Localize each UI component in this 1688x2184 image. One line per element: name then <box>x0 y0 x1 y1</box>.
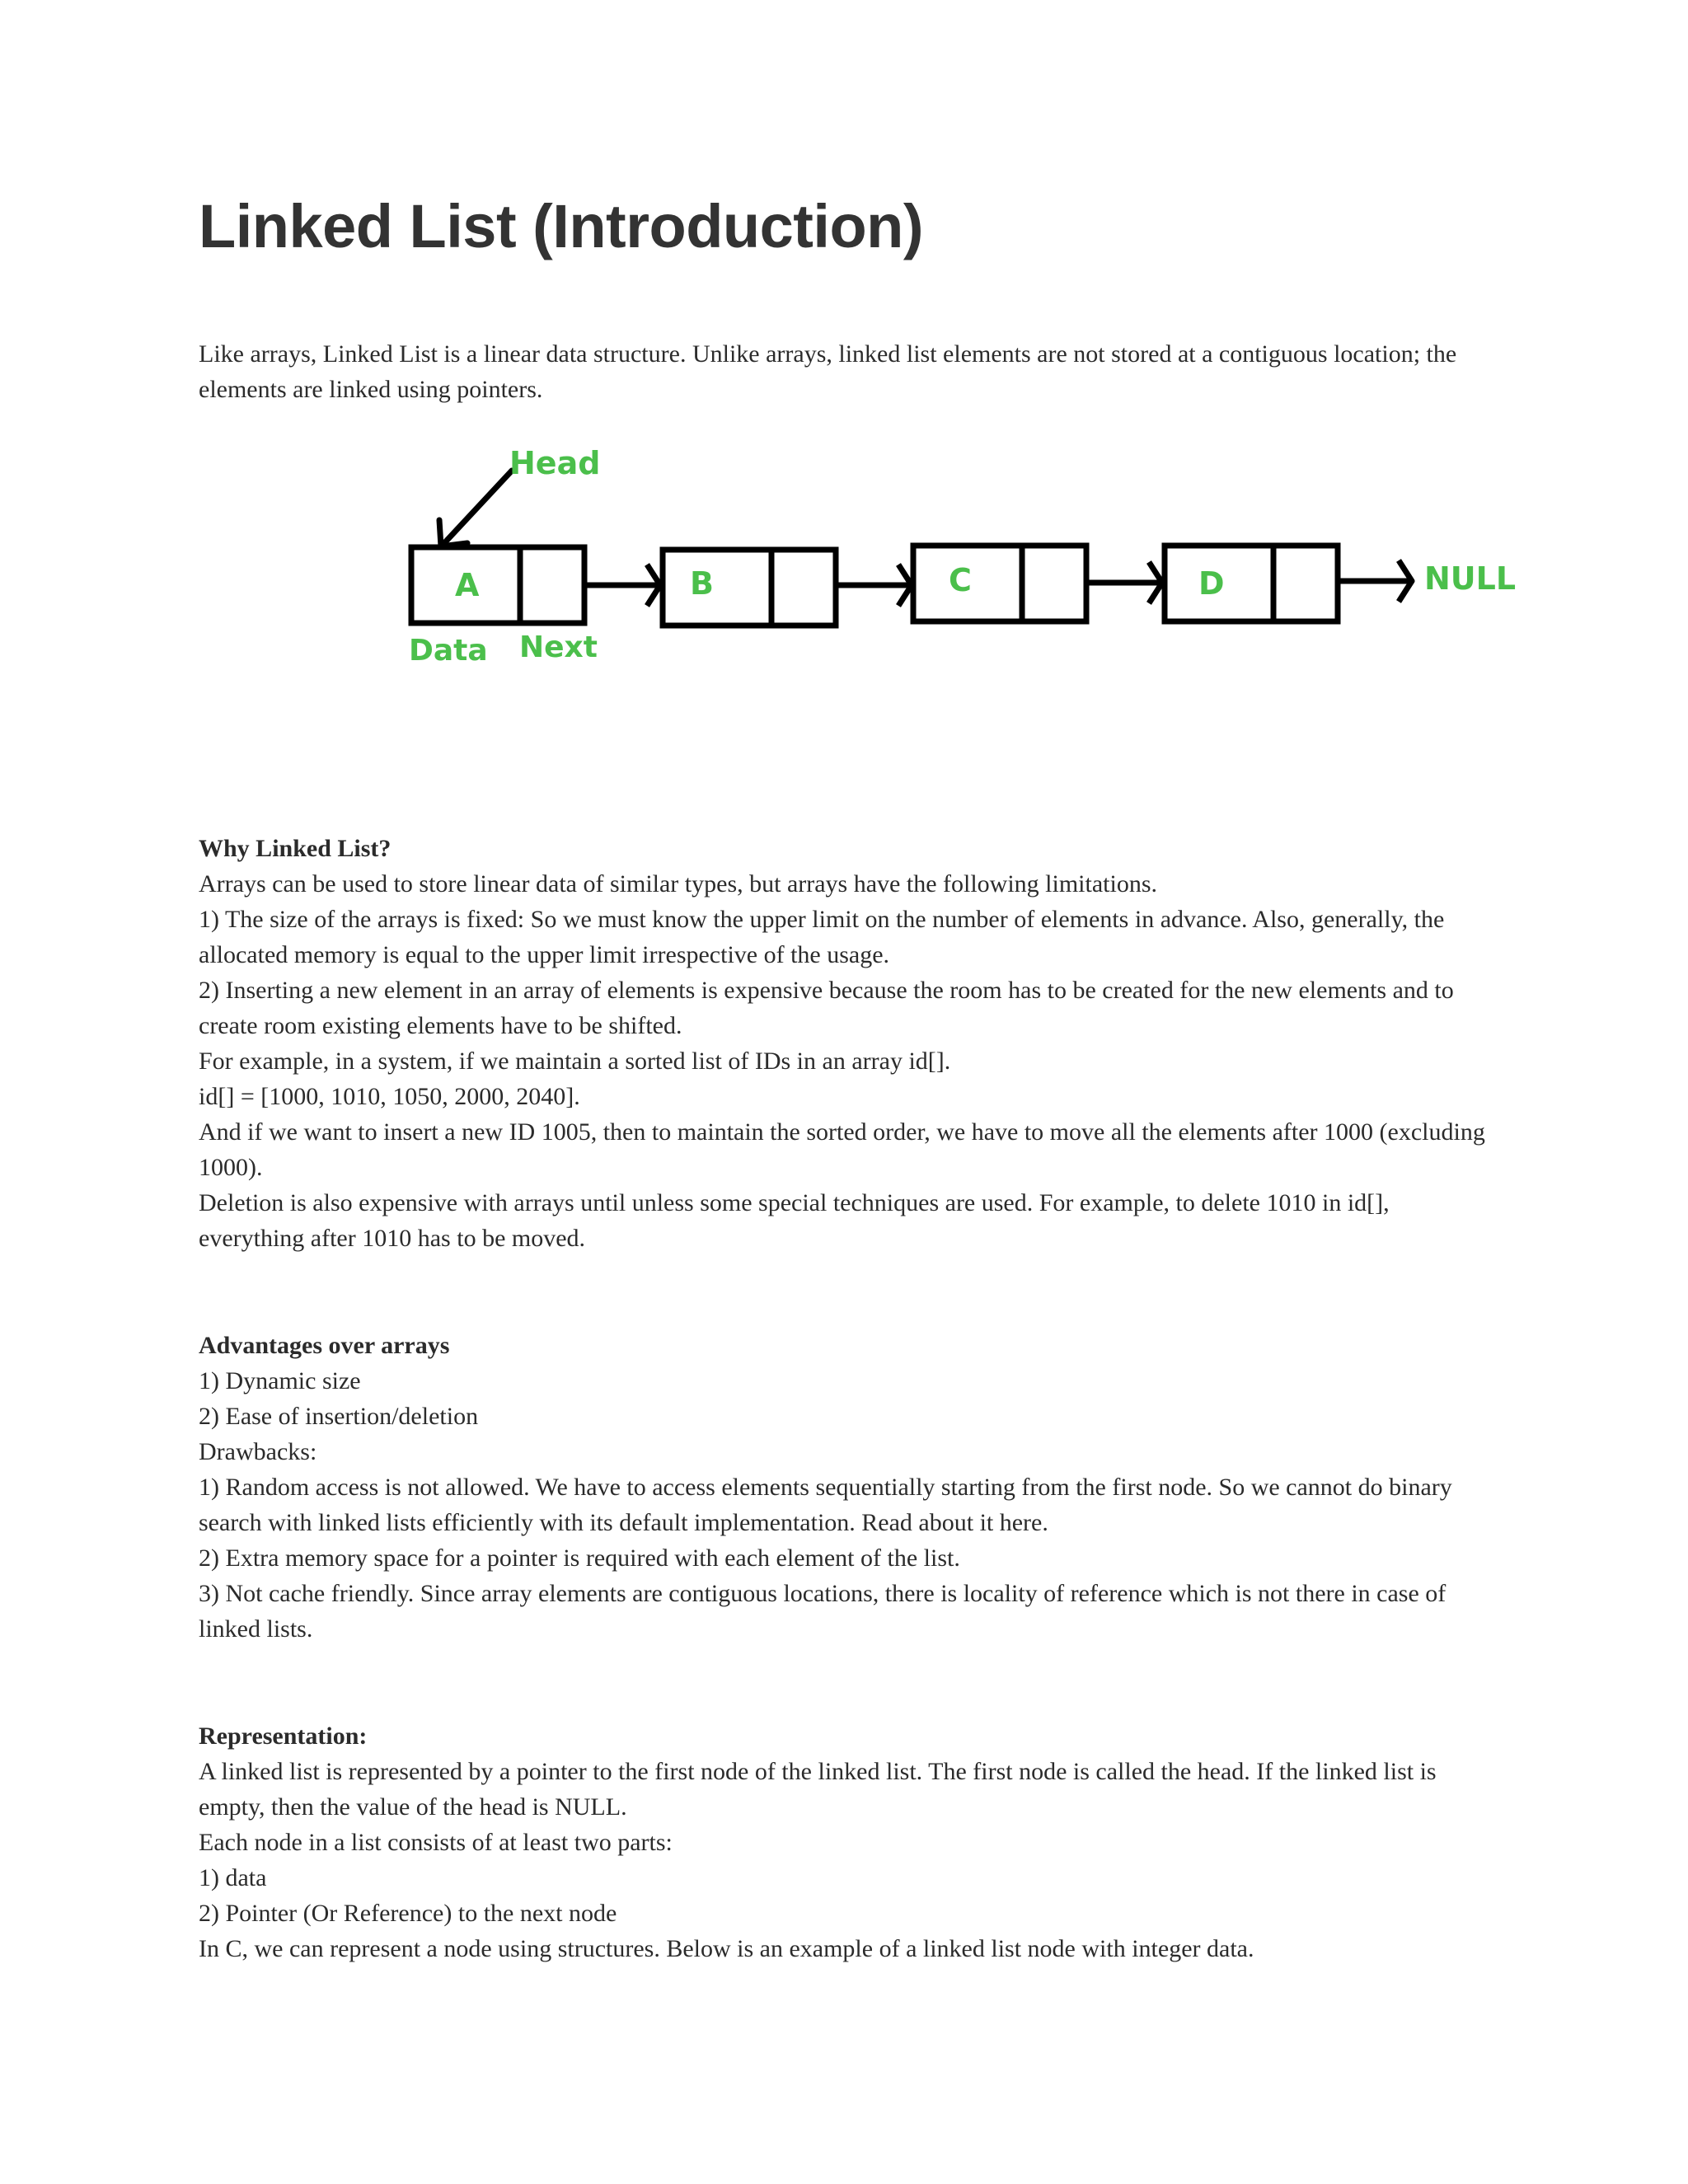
advantages-heading: Advantages over arrays <box>199 1332 450 1359</box>
representation-line: In C, we can represent a node using structures. Below is an example of a linked list node with integer data. <box>199 1935 1254 1962</box>
node-c-label: C <box>949 562 972 598</box>
advantages-line: Drawbacks: <box>199 1438 317 1465</box>
linked-list-diagram <box>298 441 1633 688</box>
representation-line: A linked list is represented by a pointer to the first node of the linked list. The first node is called the head. If the linked list is empty, then the value of the head is NULL. <box>199 1758 1437 1821</box>
representation-line: 2) Pointer (Or Reference) to the next node <box>199 1900 617 1927</box>
why-line: Arrays can be used to store linear data of similar types, but arrays have the following limitations. <box>199 870 1158 898</box>
advantages-line: 2) Extra memory space for a pointer is required with each element of the list. <box>199 1544 960 1572</box>
head-pointer-arrow <box>439 471 512 546</box>
why-line: Deletion is also expensive with arrays until unless some special techniques are used. For example, to delete 1010 in id[], everything after 1010 has to be moved. <box>199 1189 1390 1252</box>
why-heading: Why Linked List? <box>199 835 392 862</box>
why-linked-list-section <box>199 831 1501 1256</box>
arrow-b-c <box>837 565 912 606</box>
representation-line: Each node in a list consists of at least two parts: <box>199 1829 673 1856</box>
node-d-label: D <box>1198 565 1225 602</box>
node-b-label: B <box>690 565 714 602</box>
advantages-line: 1) Dynamic size <box>199 1367 361 1394</box>
advantages-section <box>199 1328 1501 1647</box>
page-title: Linked List (Introduction) <box>199 192 924 260</box>
why-line: id[] = [1000, 1010, 1050, 2000, 2040]. <box>199 1083 580 1110</box>
data-label: Data <box>409 634 488 668</box>
node-b <box>663 550 836 626</box>
next-label: Next <box>519 630 598 664</box>
representation-line: 1) data <box>199 1864 267 1891</box>
representation-section <box>199 1718 1501 1966</box>
node-a-label: A <box>455 567 480 603</box>
why-line: 2) Inserting a new element in an array of elements is expensive because the room has to be created for the new elements and to create room existing elements have to be shifted. <box>199 977 1454 1039</box>
advantages-line: 2) Ease of insertion/deletion <box>199 1403 479 1430</box>
why-line: And if we want to insert a new ID 1005, then to maintain the sorted order, we have to move all the elements after 1000 (excluding 1000). <box>199 1118 1485 1181</box>
advantages-line: 1) Random access is not allowed. We have to access elements sequentially starting from the first node. So we cannot do binary search with linked lists efficiently with its default implementation. Read about it here. <box>199 1474 1452 1536</box>
arrow-c-d <box>1088 562 1162 603</box>
node-a <box>411 547 584 623</box>
representation-heading: Representation: <box>199 1722 368 1750</box>
why-line: For example, in a system, if we maintain a sorted list of IDs in an array id[]. <box>199 1047 951 1075</box>
null-label: NULL <box>1424 560 1517 597</box>
why-line: 1) The size of the arrays is fixed: So we must know the upper limit on the number of elements in advance. Also, generally, the allocated memory is equal to the upper limit irrespective of the usage. <box>199 906 1445 968</box>
node-c <box>913 546 1086 621</box>
intro-paragraph: Like arrays, Linked List is a linear data structure. Unlike arrays, linked list elements are not stored at a contiguous location; the elements are linked using pointers. <box>199 340 1457 403</box>
advantages-line: 3) Not cache friendly. Since array elements are contiguous locations, there is locality of reference which is not there in case of linked lists. <box>199 1580 1447 1643</box>
node-d <box>1165 546 1338 621</box>
arrow-a-b <box>586 565 660 606</box>
head-label: Head <box>509 445 601 481</box>
arrow-d-null <box>1339 560 1412 602</box>
